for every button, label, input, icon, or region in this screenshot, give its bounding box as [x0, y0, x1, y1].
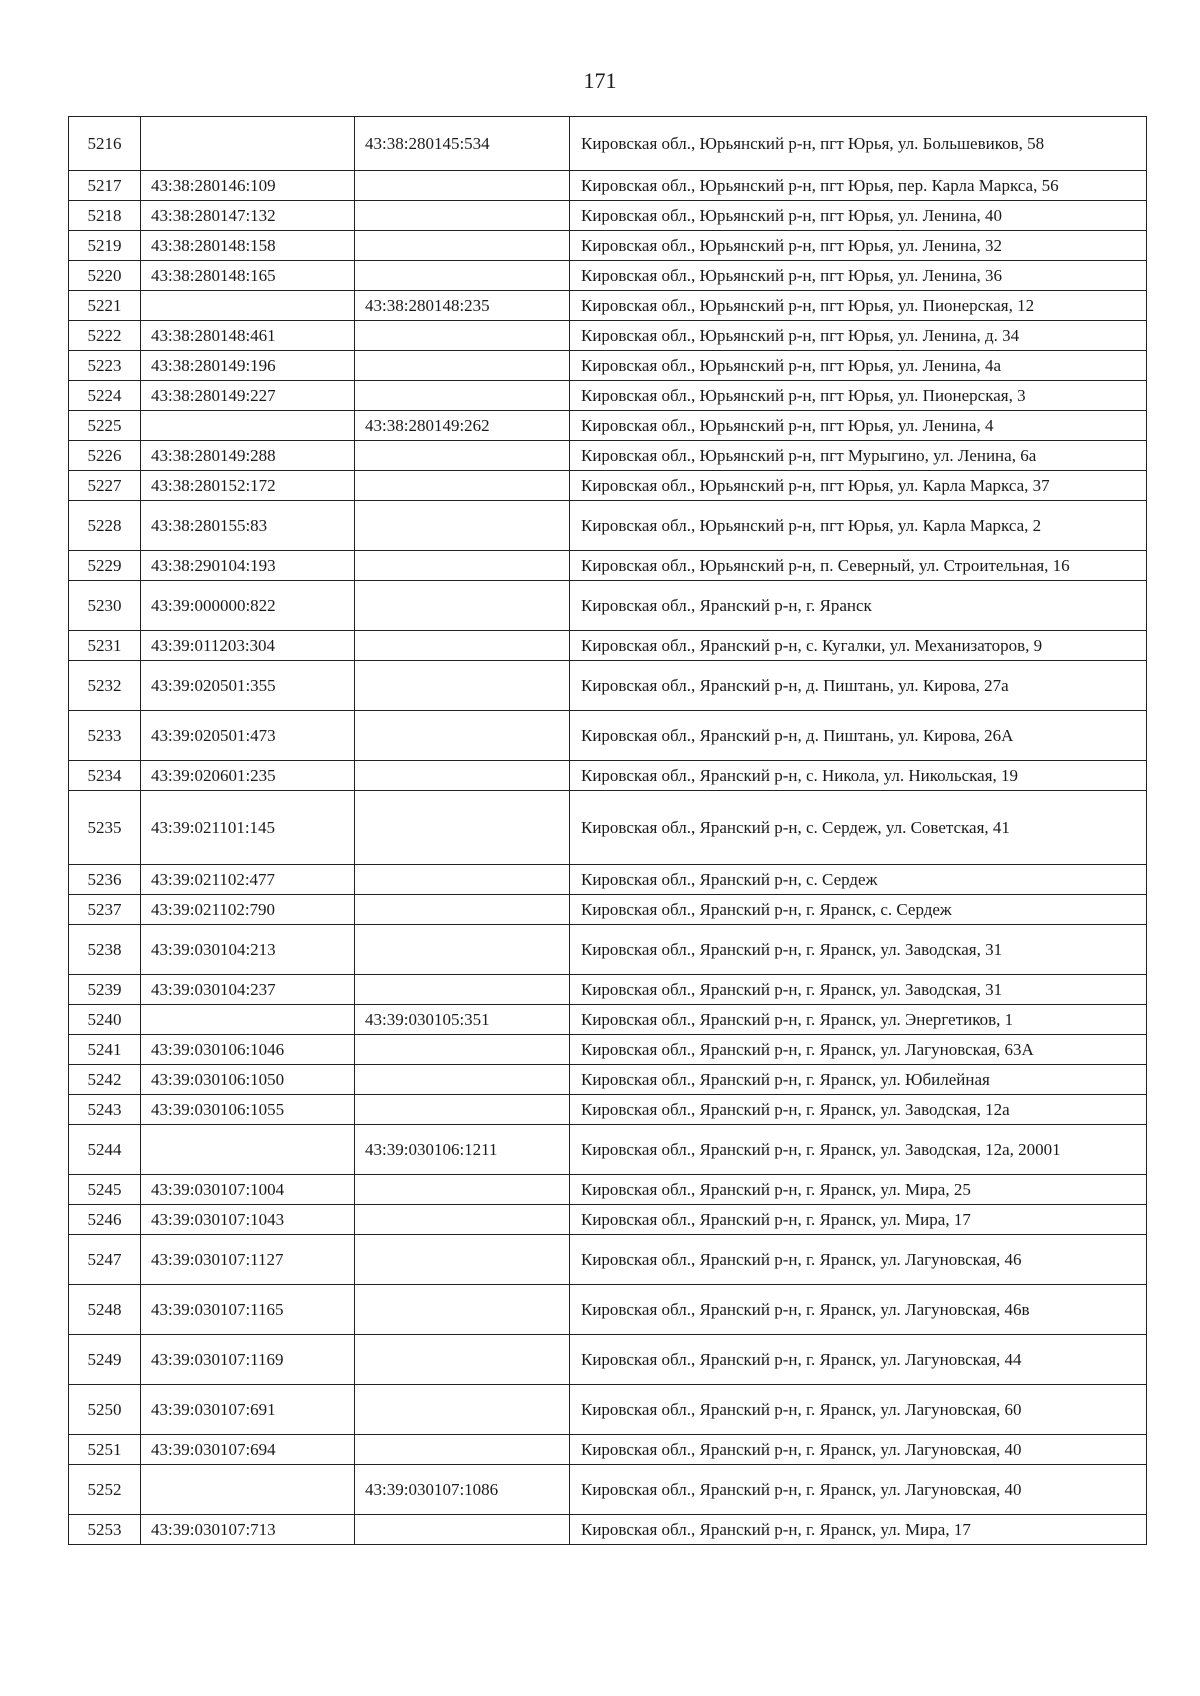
address-cell: Кировская обл., Яранский р-н, г. Яранск, ул. Лагуновская, 63А: [570, 1035, 1147, 1065]
cadastral-number-alt-cell: [355, 1205, 570, 1235]
address-cell: Кировская обл., Яранский р-н, г. Яранск, ул. Заводская, 31: [570, 925, 1147, 975]
cadastral-number-cell: 43:39:021101:145: [141, 791, 355, 865]
cadastral-number-cell: [141, 1125, 355, 1175]
address-cell: Кировская обл., Юрьянский р-н, пгт Юрья, ул. Пионерская, 12: [570, 291, 1147, 321]
table-row: [69, 1435, 1147, 1465]
row-number-cell: 5232: [69, 661, 141, 711]
row-number-cell: 5252: [69, 1465, 141, 1515]
row-number-cell: 5246: [69, 1205, 141, 1235]
cadastral-number-alt-cell: [355, 865, 570, 895]
address-cell: Кировская обл., Юрьянский р-н, пгт Юрья, ул. Пионерская, 3: [570, 381, 1147, 411]
cadastral-number-alt-cell: [355, 975, 570, 1005]
table-row: [69, 631, 1147, 661]
row-number-cell: 5219: [69, 231, 141, 261]
address-cell: Кировская обл., Юрьянский р-н, пгт Юрья, ул. Большевиков, 58: [570, 117, 1147, 171]
cadastral-number-cell: [141, 411, 355, 441]
cadastral-number-alt-cell: [355, 631, 570, 661]
row-number-cell: 5233: [69, 711, 141, 761]
row-number-cell: 5236: [69, 865, 141, 895]
row-number-cell: 5238: [69, 925, 141, 975]
table-row: [69, 381, 1147, 411]
cadastral-number-cell: 43:39:011203:304: [141, 631, 355, 661]
address-cell: Кировская обл., Юрьянский р-н, пгт Юрья, пер. Карла Маркса, 56: [570, 171, 1147, 201]
cadastral-number-cell: 43:39:030107:1127: [141, 1235, 355, 1285]
cadastral-number-alt-cell: 43:38:280149:262: [355, 411, 570, 441]
row-number-cell: 5235: [69, 791, 141, 865]
cadastral-number-alt-cell: [355, 441, 570, 471]
cadastral-number-cell: 43:39:030104:237: [141, 975, 355, 1005]
cadastral-number-alt-cell: [355, 1065, 570, 1095]
cadastral-number-alt-cell: [355, 1235, 570, 1285]
row-number-cell: 5243: [69, 1095, 141, 1125]
cadastral-number-alt-cell: [355, 351, 570, 381]
address-cell: Кировская обл., Яранский р-н, г. Яранск, ул. Лагуновская, 40: [570, 1465, 1147, 1515]
table-row: [69, 321, 1147, 351]
row-number-cell: 5217: [69, 171, 141, 201]
cadastral-number-alt-cell: [355, 1095, 570, 1125]
page-number: 171: [583, 68, 617, 93]
address-cell: Кировская обл., Яранский р-н, д. Пиштань, ул. Кирова, 27а: [570, 661, 1147, 711]
cadastral-number-cell: 43:39:020601:235: [141, 761, 355, 791]
cadastral-number-cell: 43:39:020501:473: [141, 711, 355, 761]
address-cell: Кировская обл., Юрьянский р-н, пгт Юрья, ул. Карла Маркса, 37: [570, 471, 1147, 501]
cadastral-number-cell: 43:39:030107:1043: [141, 1205, 355, 1235]
cadastral-number-alt-cell: [355, 201, 570, 231]
cadastral-number-alt-cell: [355, 471, 570, 501]
table-row: [69, 261, 1147, 291]
row-number-cell: 5249: [69, 1335, 141, 1385]
address-cell: Кировская обл., Яранский р-н, г. Яранск, ул. Мира, 17: [570, 1515, 1147, 1545]
table-row: [69, 865, 1147, 895]
cadastral-number-cell: 43:39:021102:790: [141, 895, 355, 925]
table-row: [69, 1205, 1147, 1235]
cadastral-number-cell: 43:38:280152:172: [141, 471, 355, 501]
cadastral-number-cell: 43:39:020501:355: [141, 661, 355, 711]
cadastral-number-cell: 43:39:030104:213: [141, 925, 355, 975]
address-cell: Кировская обл., Яранский р-н, с. Сердеж, ул. Советская, 41: [570, 791, 1147, 865]
cadastral-number-alt-cell: [355, 1285, 570, 1335]
row-number-cell: 5221: [69, 291, 141, 321]
cadastral-number-cell: 43:39:030107:1165: [141, 1285, 355, 1335]
table-row: [69, 411, 1147, 441]
table-row: [69, 1515, 1147, 1545]
cadastral-number-cell: 43:38:290104:193: [141, 551, 355, 581]
cadastral-number-alt-cell: [355, 551, 570, 581]
cadastral-number-cell: 43:39:030107:1004: [141, 1175, 355, 1205]
cadastral-number-alt-cell: [355, 711, 570, 761]
row-number-cell: 5244: [69, 1125, 141, 1175]
row-number-cell: 5220: [69, 261, 141, 291]
table-row: [69, 501, 1147, 551]
cadastral-number-alt-cell: [355, 581, 570, 631]
address-cell: Кировская обл., Яранский р-н, с. Никола, ул. Никольская, 19: [570, 761, 1147, 791]
cadastral-number-cell: 43:39:000000:822: [141, 581, 355, 631]
cadastral-number-cell: 43:38:280149:288: [141, 441, 355, 471]
row-number-cell: 5226: [69, 441, 141, 471]
address-cell: Кировская обл., Яранский р-н, г. Яранск, ул. Юбилейная: [570, 1065, 1147, 1095]
cadastral-number-cell: 43:39:030107:713: [141, 1515, 355, 1545]
cadastral-number-cell: 43:39:030106:1055: [141, 1095, 355, 1125]
row-number-cell: 5224: [69, 381, 141, 411]
cadastral-number-alt-cell: [355, 1435, 570, 1465]
row-number-cell: 5225: [69, 411, 141, 441]
cadastral-number-alt-cell: [355, 321, 570, 351]
cadastral-number-cell: 43:39:030107:691: [141, 1385, 355, 1435]
cadastral-number-cell: 43:38:280155:83: [141, 501, 355, 551]
row-number-cell: 5227: [69, 471, 141, 501]
table-row: [69, 925, 1147, 975]
cadastral-number-alt-cell: [355, 1035, 570, 1065]
table-row: [69, 171, 1147, 201]
address-cell: Кировская обл., Яранский р-н, д. Пиштань, ул. Кирова, 26А: [570, 711, 1147, 761]
address-cell: Кировская обл., Юрьянский р-н, пгт Юрья, ул. Ленина, 40: [570, 201, 1147, 231]
row-number-cell: 5247: [69, 1235, 141, 1285]
cadastral-number-alt-cell: 43:39:030105:351: [355, 1005, 570, 1035]
cadastral-number-alt-cell: 43:39:030106:1211: [355, 1125, 570, 1175]
table-row: [69, 711, 1147, 761]
table-row: [69, 117, 1147, 171]
table-row: [69, 1005, 1147, 1035]
row-number-cell: 5218: [69, 201, 141, 231]
cadastral-number-alt-cell: [355, 231, 570, 261]
cadastral-number-alt-cell: [355, 895, 570, 925]
address-cell: Кировская обл., Яранский р-н, с. Сердеж: [570, 865, 1147, 895]
cadastral-number-cell: 43:38:280146:109: [141, 171, 355, 201]
row-number-cell: 5242: [69, 1065, 141, 1095]
table-row: [69, 291, 1147, 321]
cadastral-number-alt-cell: [355, 1385, 570, 1435]
table-row: [69, 661, 1147, 711]
cadastral-number-cell: [141, 1005, 355, 1035]
row-number-cell: 5230: [69, 581, 141, 631]
address-cell: Кировская обл., Яранский р-н, г. Яранск, ул. Лагуновская, 60: [570, 1385, 1147, 1435]
row-number-cell: 5222: [69, 321, 141, 351]
cadastral-number-alt-cell: [355, 171, 570, 201]
row-number-cell: 5216: [69, 117, 141, 171]
address-cell: Кировская обл., Яранский р-н, с. Кугалки, ул. Механизаторов, 9: [570, 631, 1147, 661]
address-cell: Кировская обл., Юрьянский р-н, пгт Юрья, ул. Ленина, 4: [570, 411, 1147, 441]
cadastral-number-cell: 43:38:280148:461: [141, 321, 355, 351]
cadastral-number-cell: 43:39:021102:477: [141, 865, 355, 895]
cadastral-number-cell: [141, 291, 355, 321]
row-number-cell: 5250: [69, 1385, 141, 1435]
row-number-cell: 5253: [69, 1515, 141, 1545]
address-cell: Кировская обл., Яранский р-н, г. Яранск, ул. Энергетиков, 1: [570, 1005, 1147, 1035]
address-cell: Кировская обл., Юрьянский р-н, пгт Юрья, ул. Ленина, 36: [570, 261, 1147, 291]
table-row: [69, 791, 1147, 865]
table-row: [69, 441, 1147, 471]
address-cell: Кировская обл., Яранский р-н, г. Яранск, ул. Лагуновская, 40: [570, 1435, 1147, 1465]
table-row: [69, 1125, 1147, 1175]
cadastral-number-cell: 43:38:280147:132: [141, 201, 355, 231]
cadastral-number-cell: 43:38:280149:227: [141, 381, 355, 411]
table-row: [69, 975, 1147, 1005]
cadastral-number-cell: 43:38:280149:196: [141, 351, 355, 381]
cadastral-number-alt-cell: [355, 791, 570, 865]
address-cell: Кировская обл., Яранский р-н, г. Яранск, ул. Лагуновская, 46в: [570, 1285, 1147, 1335]
cadastral-number-alt-cell: [355, 501, 570, 551]
cadastral-number-alt-cell: [355, 1515, 570, 1545]
cadastral-number-cell: 43:39:030107:1169: [141, 1335, 355, 1385]
cadastral-number-cell: [141, 117, 355, 171]
table-row: [69, 351, 1147, 381]
table-row: [69, 1035, 1147, 1065]
cadastral-number-cell: 43:39:030107:694: [141, 1435, 355, 1465]
table-row: [69, 1175, 1147, 1205]
registry-table-body: [69, 117, 1147, 1545]
address-cell: Кировская обл., Яранский р-н, г. Яранск, ул. Мира, 25: [570, 1175, 1147, 1205]
row-number-cell: 5239: [69, 975, 141, 1005]
table-row: [69, 1285, 1147, 1335]
table-row: [69, 551, 1147, 581]
address-cell: Кировская обл., Яранский р-н, г. Яранск, ул. Заводская, 12а: [570, 1095, 1147, 1125]
cadastral-number-alt-cell: [355, 1175, 570, 1205]
table-row: [69, 761, 1147, 791]
cadastral-number-alt-cell: [355, 1335, 570, 1385]
table-row: [69, 1465, 1147, 1515]
cadastral-number-alt-cell: 43:38:280145:534: [355, 117, 570, 171]
address-cell: Кировская обл., Яранский р-н, г. Яранск, ул. Мира, 17: [570, 1205, 1147, 1235]
row-number-cell: 5240: [69, 1005, 141, 1035]
cadastral-number-alt-cell: 43:39:030107:1086: [355, 1465, 570, 1515]
address-cell: Кировская обл., Юрьянский р-н, пгт Мурыгино, ул. Ленина, 6а: [570, 441, 1147, 471]
cadastral-number-cell: 43:38:280148:165: [141, 261, 355, 291]
registry-table: [68, 116, 1147, 1545]
row-number-cell: 5231: [69, 631, 141, 661]
table-row: [69, 1385, 1147, 1435]
address-cell: Кировская обл., Яранский р-н, г. Яранск, ул. Заводская, 31: [570, 975, 1147, 1005]
row-number-cell: 5248: [69, 1285, 141, 1335]
address-cell: Кировская обл., Яранский р-н, г. Яранск, ул. Заводская, 12а, 20001: [570, 1125, 1147, 1175]
cadastral-number-alt-cell: [355, 925, 570, 975]
address-cell: Кировская обл., Юрьянский р-н, пгт Юрья, ул. Ленина, д. 34: [570, 321, 1147, 351]
address-cell: Кировская обл., Яранский р-н, г. Яранск, ул. Лагуновская, 44: [570, 1335, 1147, 1385]
table-row: [69, 1065, 1147, 1095]
table-row: [69, 581, 1147, 631]
table-row: [69, 231, 1147, 261]
address-cell: Кировская обл., Юрьянский р-н, п. Северный, ул. Строительная, 16: [570, 551, 1147, 581]
cadastral-number-cell: 43:38:280148:158: [141, 231, 355, 261]
row-number-cell: 5229: [69, 551, 141, 581]
cadastral-number-alt-cell: [355, 661, 570, 711]
cadastral-number-cell: [141, 1465, 355, 1515]
cadastral-number-alt-cell: [355, 381, 570, 411]
address-cell: Кировская обл., Юрьянский р-н, пгт Юрья, ул. Ленина, 4а: [570, 351, 1147, 381]
cadastral-number-cell: 43:39:030106:1046: [141, 1035, 355, 1065]
cadastral-number-alt-cell: 43:38:280148:235: [355, 291, 570, 321]
table-row: [69, 895, 1147, 925]
row-number-cell: 5223: [69, 351, 141, 381]
row-number-cell: 5245: [69, 1175, 141, 1205]
row-number-cell: 5251: [69, 1435, 141, 1465]
cadastral-number-alt-cell: [355, 761, 570, 791]
cadastral-number-alt-cell: [355, 261, 570, 291]
table-row: [69, 201, 1147, 231]
row-number-cell: 5241: [69, 1035, 141, 1065]
cadastral-number-cell: 43:39:030106:1050: [141, 1065, 355, 1095]
row-number-cell: 5234: [69, 761, 141, 791]
table-row: [69, 471, 1147, 501]
address-cell: Кировская обл., Юрьянский р-н, пгт Юрья, ул. Ленина, 32: [570, 231, 1147, 261]
address-cell: Кировская обл., Юрьянский р-н, пгт Юрья, ул. Карла Маркса, 2: [570, 501, 1147, 551]
address-cell: Кировская обл., Яранский р-н, г. Яранск, с. Сердеж: [570, 895, 1147, 925]
address-cell: Кировская обл., Яранский р-н, г. Яранск: [570, 581, 1147, 631]
table-row: [69, 1235, 1147, 1285]
row-number-cell: 5237: [69, 895, 141, 925]
table-row: [69, 1335, 1147, 1385]
address-cell: Кировская обл., Яранский р-н, г. Яранск, ул. Лагуновская, 46: [570, 1235, 1147, 1285]
row-number-cell: 5228: [69, 501, 141, 551]
table-row: [69, 1095, 1147, 1125]
